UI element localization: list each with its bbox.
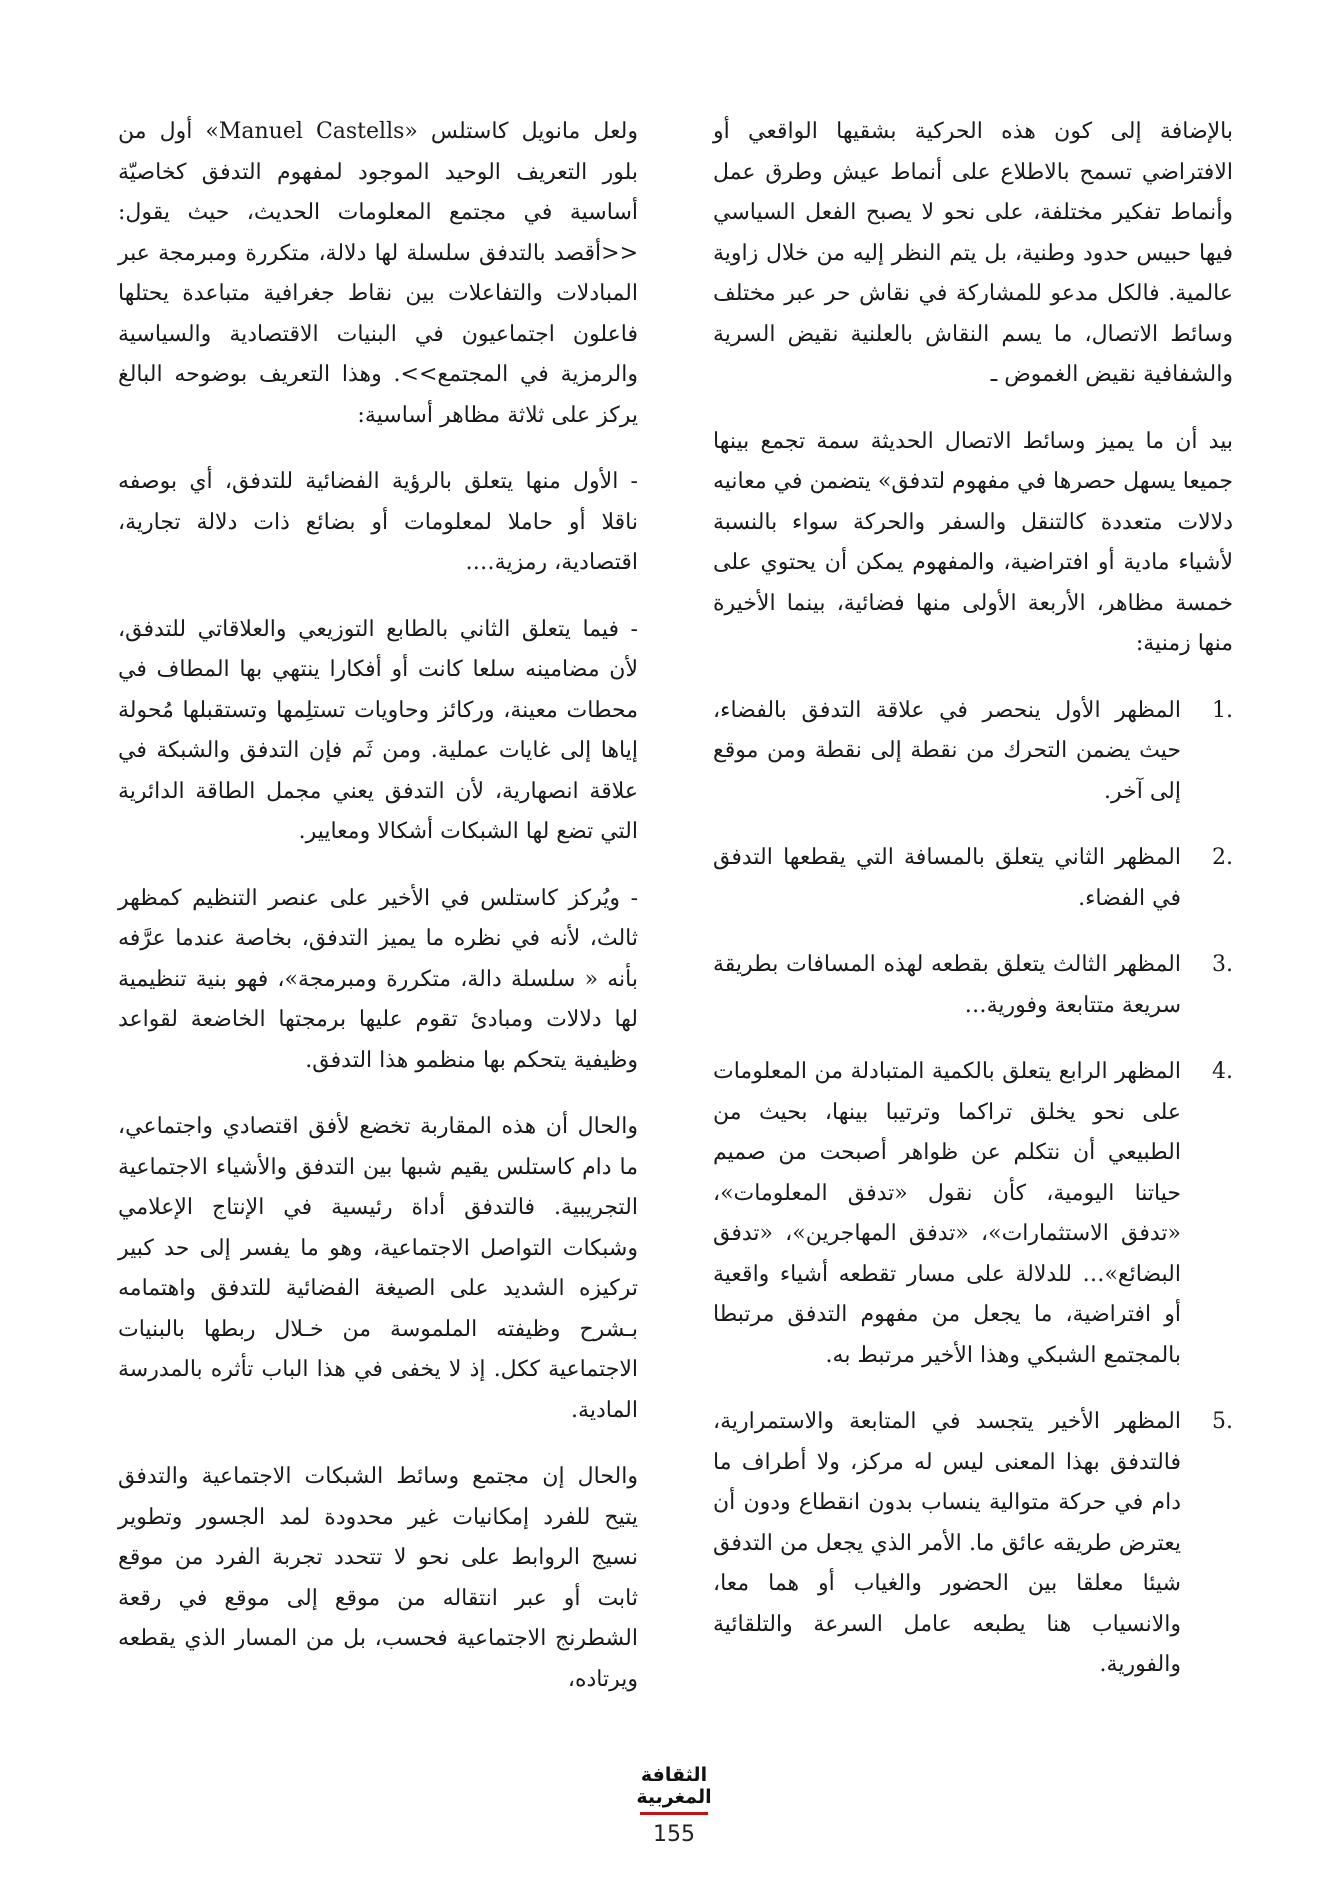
paragraph: - الأول منها يتعلق بالرؤية الفضائية للتدفق، أي بوصفه ناقلا أو حاملا لمعلومات أو بضائع ذات دلالة تجارية، اقتصادية، رمزية….	[118, 469, 638, 575]
list-number: 3.	[1212, 952, 1233, 977]
list-text: المظهر الثاني يتعلق بالمسافة التي يقطعها التدفق في الفضاء.	[713, 845, 1181, 911]
list-item	[713, 1402, 1233, 1686]
list-item	[713, 838, 1233, 919]
list-item	[713, 691, 1233, 813]
aspects-list	[713, 691, 1233, 1686]
list-number: 4.	[1212, 1059, 1233, 1084]
paragraph: بالإضافة إلى كون هذه الحركية بشقيها الواقعي أو الافتراضي تسمح بالاطلاع على أنماط عيش وطرق عمل وأنماط تفكير مختلفة، على نحو لا يصبح الفعل السياسي فيها حبيس حدود وطنية، بل يتم النظر إليه من خلال زاوية عالمية. فالكل مدعو للمشاركة في نقاش حر عبر مختلف وسائط الاتصال، ما يسم النقاش بالعلنية نقيض السرية والشفافية نقيض الغموض ـ	[713, 119, 1233, 387]
paragraph: بيد أن ما يميز وسائط الاتصال الحديثة سمة تجمع بينها جميعا يسهل حصرها في مفهوم لتدفق» يتضمن في معانيه دلالات متعددة كالتنقل والسفر والحركة سواء بالنسبة لأشياء مادية أو افتراضية، والمفهوم يمكن أن يحتوي على خمسة مظاهر، الأربعة الأولى منها فضائية، بينما الأخيرة منها زمنية:	[713, 428, 1233, 656]
logo-red-bar	[640, 1812, 708, 1815]
list-number: 5.	[1212, 1409, 1233, 1434]
logo-line-top: الثقافة	[640, 1764, 708, 1786]
list-item	[713, 945, 1233, 1026]
list-text: المظهر الأخير يتجسد في المتابعة والاستمرارية، فالتدفق بهذا المعنى ليس له مركز، ولا أطراف ما دام في حركة متوالية ينساب بدون انقطاع ودون أن يعترض طريقه عائق ما. الأمر الذي يجعل من التدفق شيئا معلقا بين الحضور والغياب أو هما معا، والانسياب هنا يطبعه عامل السرعة والتلقائية والفورية.	[713, 1409, 1181, 1677]
list-item	[713, 1052, 1233, 1376]
magazine-logo	[636, 1762, 712, 1816]
page-number: 155	[653, 1822, 695, 1847]
paragraph: والحال إن مجتمع وسائط الشبكات الاجتماعية والتدفق يتيح للفرد إمكانيات غير محدودة لمد الجسور وتطوير نسيج الروابط على نحو لا تتحدد تجربة الفرد من موقع ثابت أو عبر انتقاله من موقع إلى موقع في رقعة الشطرنج الاجتماعية فحسب، بل من المسار الذي يقطعه ويرتاده،	[118, 1464, 638, 1692]
right-column	[713, 112, 1233, 1712]
paragraph: - ويُركز كاستلس في الأخير على عنصر التنظيم كمظهر ثالث، لأنه في نظره ما يميز التدفق، بخاصة عندما عرَّفه بأنه « سلسلة دالة، متكررة ومبرمجة»، فهو بنية تنظيمية لها دلالات ومبادئ تقوم عليها برمجتها الخاضعة لقواعد وظيفية يتحكم بها منظمو هذا التدفق.	[118, 885, 638, 1073]
list-number: 2.	[1212, 845, 1233, 870]
list-number: 1.	[1212, 697, 1233, 723]
paragraph: والحال أن هذه المقاربة تخضع لأفق اقتصادي واجتماعي، ما دام كاستلس يقيم شبها بين التدفق والأشياء الاجتماعية التجريبية. فالتدفق أداة رئيسية في الإنتاج الإعلامي وشبكات التواصل الاجتماعية، وهو ما يفسر إلى حد كبير تركيزه الشديد على الصيغة الفضائية للتدفق واهتمامه بـشرح وظيفته الملموسة من خـلال ربطها بالبنيات الاجتماعية ككل. إذ لا يخفى في هذا الباب تأثره بالمدرسة المادية.	[118, 1114, 638, 1423]
list-text: المظهر الأول ينحصر في علاقة التدفق بالفضاء، حيث يضمن التحرك من نقطة إلى نقطة ومن موقع إلى آخر.	[713, 697, 1181, 804]
paragraph: ولعل مانويل كاستلس «Manuel Castells» أول من بلور التعريف الوحيد الموجود لمفهوم التدفق كخاصيّة أساسية في مجتمع المعلومات الحديث، حيث يقول: <<أقصد بالتدفق سلسلة لها دلالة، متكررة ومبرمجة عبر المبادلات والتفاعلات بين نقاط جغرافية متباعدة يحتلها فاعلون اجتماعيون في البنيات الاقتصادية والسياسية والرمزية في المجتمع>>. وهذا التعريف بوضوحه البالغ يركز على ثلاثة مظاهر أساسية:	[118, 119, 638, 428]
left-column	[118, 112, 638, 1726]
list-text: المظهر الرابع يتعلق بالكمية المتبادلة من المعلومات على نحو يخلق تراكما وترتيبا بينها، بحيث من الطبيعي أن نتكلم عن ظواهر أصبحت من صميم حياتنا اليومية، كأن نقول «تدفق المعلومات»، «تدفق الاستثمارات»، «تدفق المهاجرين»، «تدفق البضائع»… للدلالة على مسار تقطعه أشياء واقعية أو افتراضية، ما يجعل من مفهوم التدفق مرتبطا بالمجتمع الشبكي وهذا الأخير مرتبط به.	[713, 1059, 1181, 1368]
paragraph: - فيما يتعلق الثاني بالطابع التوزيعي والعلاقاتي للتدفق، لأن مضامينه سلعا كانت أو أفكارا ينتهي بها المطاف في محطات معينة، وركائز وحاويات تستلِمها وتستقبلها مُحولة إياها إلى غايات عملية. ومن ثَم فإن التدفق والشبكة في علاقة انصهارية، لأن التدفق يعني مجمل الطاقة الدائرية التي تضع لها الشبكات أشكالا ومعايير.	[118, 616, 638, 844]
logo-line-bottom: المغربية	[636, 1786, 712, 1808]
list-text: المظهر الثالث يتعلق بقطعه لهذه المسافات بطريقة سريعة متتابعة وفورية…	[713, 952, 1181, 1018]
